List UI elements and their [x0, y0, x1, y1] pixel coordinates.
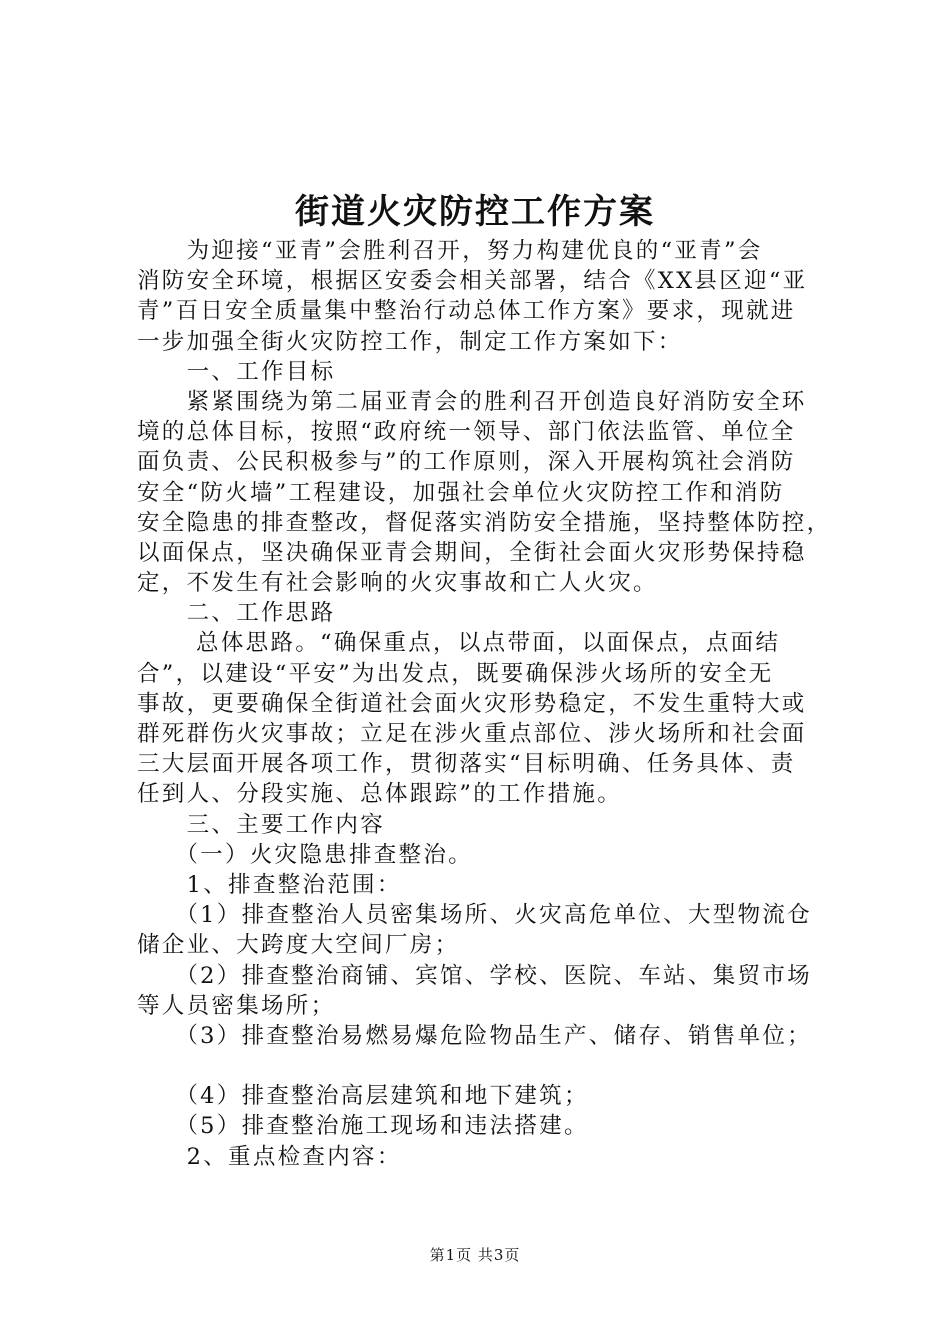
body-line: 总体思路。“确保重点，以点带面，以面保点，点面结 — [137, 630, 781, 657]
body-line: （4）排查整治高层建筑和地下建筑； — [137, 1083, 589, 1110]
body-line: （一）火灾隐患排查整治。 — [137, 841, 473, 868]
body-line: 1、排查整治范围： — [137, 871, 402, 898]
body-line: 一、工作目标 — [137, 358, 336, 385]
blank-line — [137, 1051, 837, 1081]
body-line: 合”，以建设“平安”为出发点，既要确保涉火场所的安全无 — [137, 660, 774, 687]
body-line: （3）排查整治易燃易爆危险物品生产、储存、销售单位； — [137, 1022, 812, 1049]
body-line: 定，不发生有社会影响的火灾事故和亡人火灾。 — [137, 570, 658, 597]
body-line: 储企业、大跨度大空间厂房； — [137, 932, 460, 959]
body-line: 任到人、分段实施、总体跟踪”的工作措施。 — [137, 781, 623, 808]
body-line: 紧紧围绕为第二届亚青会的胜利召开创造良好消防安全环 — [137, 388, 807, 415]
body-line: 安全“防火墙”工程建设，加强社会单位火灾防控工作和消防 — [137, 479, 785, 506]
page-footer: 第1页 共3页 — [429, 1246, 521, 1264]
body-line: 二、工作思路 — [137, 600, 336, 627]
body-line: 安全隐患的排查整改，督促落实消防安全措施，坚持整体防控， — [137, 509, 832, 536]
body-line: （1）排查整治人员密集场所、火灾高危单位、大型物流仓 — [137, 902, 812, 929]
body-line: 面负责、公民积极参与”的工作原则，深入开展构筑社会消防 — [137, 449, 796, 476]
body-line: 境的总体目标，按照“政府统一领导、部门依法监管、单位全 — [137, 419, 796, 446]
document-body — [137, 236, 837, 1172]
body-line: 事故，更要确保全街道社会面火灾形势稳定，不发生重特大或 — [137, 690, 807, 717]
body-line: 青”百日安全质量集中整治行动总体工作方案》要求，现就进 — [137, 298, 796, 325]
body-line: （5）排查整治施工现场和违法搭建。 — [137, 1113, 589, 1140]
body-line: 三、主要工作内容 — [137, 811, 386, 838]
body-line: （2）排查整治商铺、宾馆、学校、医院、车站、集贸市场 — [137, 962, 812, 989]
body-line: 三大层面开展各项工作，贯彻落实“目标明确、任务具体、责 — [137, 751, 796, 778]
document-title: 街道火灾防控工作方案 — [295, 192, 655, 232]
body-line: 消防安全环境，根据区安委会相关部署，结合《XX县区迎“亚 — [137, 268, 808, 295]
body-line: 2、重点检查内容： — [137, 1143, 402, 1170]
body-line: 以面保点，坚决确保亚青会期间，全街社会面火灾形势保持稳 — [137, 539, 807, 566]
body-line: 一步加强全街火灾防控工作，制定工作方案如下： — [137, 328, 683, 355]
body-line: 为迎接“亚青”会胜利召开，努力构建优良的“亚青”会 — [137, 238, 763, 264]
body-line: 等人员密集场所； — [137, 992, 336, 1019]
body-line: 群死群伤火灾事故；立足在涉火重点部位、涉火场所和社会面 — [137, 721, 807, 747]
